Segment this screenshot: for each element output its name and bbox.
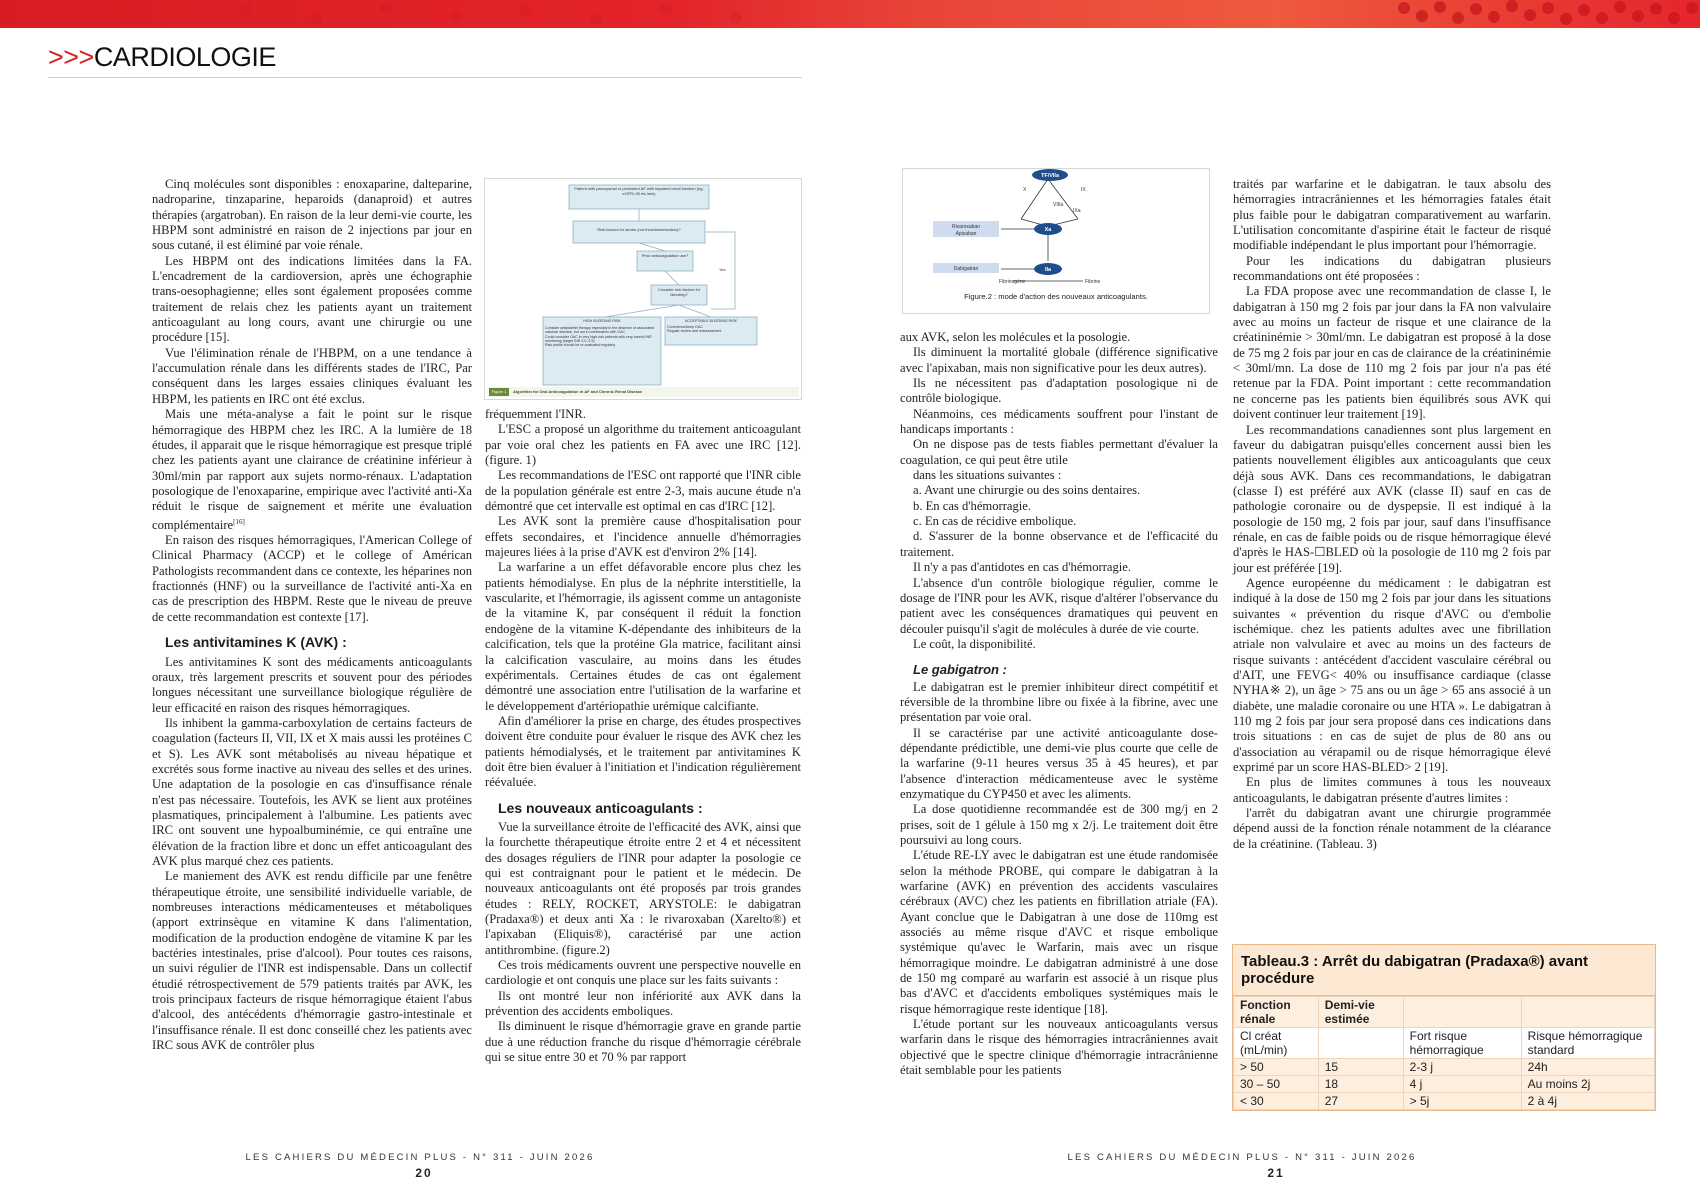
fig1-caption-label: Figure 1 (491, 389, 507, 394)
paragraph: L'ESC a proposé un algorithme du traitement anticoagulant par voie oral chez les patients en FA avec une IRC [12]. (figure. 1) (485, 422, 801, 468)
table-3-title: Tableau.3 : Arrêt du dabigatran (Pradaxa®) avant procédure (1233, 945, 1655, 996)
figure-2-diagram (903, 169, 1209, 313)
top-banner (0, 0, 1700, 28)
table-cell: 15 (1318, 1059, 1403, 1076)
fig1-high-item: Risk profile should be re-evaluated regularly (545, 343, 616, 348)
paragraph: L'étude portant sur les nouveaux anticoagulants versus warfarin dans le risque des hémorragies intracrâniennes avait objectivé que le spectre clinique d'hémorragie intracrânienne était semblable pour les patients (900, 1017, 1218, 1078)
paragraph: Les HBPM ont des indications limitées dans la FA. L'encadrement de la cardioversion, après une échographie trans-oesophagienne; elles sont également proposées comme traitement de relais chez les patients ayant un traitement anticoagulant au long cours, avant une chirurgie ou une procédure [15]. (152, 253, 472, 345)
paragraph: Ils inhibent la gamma-carboxylation de certains facteurs de coagulation (facteurs II, VII, IX et X mais aussi les protéines C et S). Les AVK sont métabolisés au niveau hépatique et excrétés sous forme inactive au niveau des selles et des urines. Une adaptation de la posologie en cas d'insuffisance rénale n'est pas nécessaire. Toutefois, les AVK se lient aux protéines plasmatiques, principalement à l'albumine. Les patients avec IRC ont souvent une hypoalbuminémie, ce qui entraîne une élévation de la fraction libre et donc un effet anticoagulant des AVK plus marqué chez ces patients. (152, 715, 472, 868)
paragraph: Agence européenne du médicament : le dabigatran est indiqué à la dose de 150 mg 2 fois par jour dans les situations suivantes « prévention du risque d'AVC ou d'embolie ischémique. chez les patients adultes avec une fibrillation atriale non valvulaire et avec au moins un des facteurs de risque suivants : antécédent d'accident vasculaire cérébral ou d'AIT, une FEVG< 40% ou insuffisance cardiaque (classe NYHA※ 2), un âge > 75 ans ou un âge > 65 ans associé à un diabète, une maladie coronaire ou une HTA ». Le dabigatran à 110 mg 2 fois par jour sera proposé dans ces indications dans trois situations : en cas de sujet de plus de 80 ans ou d'association au vérapamil ou de risque hémorragique élevé exprimé par un score HAS-BLED> 2 [19]. (1233, 575, 1551, 775)
paragraph: La warfarine a un effet défavorable encore plus chez les patients hémodialyse. En plus de la néphrite interstitielle, la vascularite, et l'hémorragie, ils agissent comme un antagoniste de la vitamine K, par conséquent il réduit la fonction endogène de la vitamine K-dépendante des inhibiteurs de la calcification, tels que la protéine Gla matrice, facilitant ainsi la calcification vasculaire, au moins dans les études expérimentals. Certaines études de cas ont également démontré une association entre l'utilisation de la warfarine et le développement d'artériopathie urémique calcifiante. (485, 560, 801, 713)
table-cell: 18 (1318, 1076, 1403, 1093)
paragraph: Néanmoins, ces médicaments souffrent pour l'instant de handicaps importants : (900, 406, 1218, 437)
paragraph: Le dabigatran est le premier inhibiteur direct compétitif et réversible de la thrombine libre ou fixée à la fibrine, avec une présentation par voie oral. (900, 679, 1218, 725)
paragraph: fréquemment l'INR. (485, 407, 586, 421)
table-row (1234, 1059, 1655, 1076)
left-column-1 (152, 177, 472, 1053)
right-page-number: 21 (1267, 1166, 1285, 1180)
left-page-number: 20 (415, 1166, 433, 1180)
paragraph: En plus de limites communes à tous les nouveaux anticoagulants, le dabigatran présente d'autres limites : (1233, 775, 1551, 805)
paragraph: Les recommandations canadiennes sont plus largement en faveur du dabigatran puisqu'elles concernent aussi bien les patients nouvellement éligibles aux anticoagulants que ceux déjà sous AVK. Dans ces recommandations, le dabigatran (classe I) est préféré aux AVK (classe II) sauf en cas de pathologie coronaire ou de dyspepsie. Il est indiqué à la posologie de 150 mg, 2 fois par jour, sauf dans l'insuffisance rénale, en cas de faible poids ou de risque hémorragique élevé d'après le HAS-☐BLED où la posologie de 110 mg 2 fois par jour est préférée [19]. (1233, 422, 1551, 575)
paragraph: Ils diminuent le risque d'hémorragie grave en grande partie due à une réduction franche du risque d'hémorragie cérébrale qui se situe entre 30 et 70 % par rapport (485, 1019, 801, 1065)
table-cell: > 5j (1403, 1093, 1521, 1110)
left-footer: LES CAHIERS DU MÉDECIN PLUS - N° 311 - JUIN 2026 (245, 1152, 595, 1163)
paragraph: La dose quotidienne recommandée est de 300 mg/j en 2 prises, soit de 1 gélule à 150 mg x 2/j. Le traitement doit être poursuivi au long cours. (900, 802, 1218, 847)
fig1-caption: Algorithm for Oral Anticoagulation in AF and Chronic Renal Disease (513, 389, 643, 394)
right-column-4 (1233, 177, 1551, 852)
table-3 (1232, 944, 1656, 1111)
fig1-high-risk-title: HIGH BLEEDING RISK (583, 319, 621, 323)
list-item: a. Avant une chirurgie ou des soins dentaires. (913, 483, 1141, 498)
iia-label: IIa (1044, 267, 1052, 273)
table-3-grid (1233, 996, 1655, 1110)
section-arrows: >>> (48, 42, 94, 72)
paragraph: Pour les indications du dabigatran plusieurs recommandations ont été proposées : (1233, 253, 1551, 284)
paragraph: Ils diminuent la mortalité globale (différence significative avec l'apixaban, mais non significative pour les deux autres). (900, 345, 1218, 375)
paragraph: aux AVK, selon les molécules et la posologie. (900, 330, 1131, 344)
table-cell: 27 (1318, 1093, 1403, 1110)
table-header-row (1234, 997, 1655, 1028)
paragraph: Vue l'élimination rénale de l'HBPM, on a une tendance à l'accumulation rénale dans les différents stades de l'IRC, Par conséquent dans les larges essaies cliniques évaluant les HBPM, les patients en IRC ont été exclus. (152, 345, 472, 406)
paragraph: Ils ont montré leur non infériorité aux AVK dans la prévention des accidents emboliques. (485, 988, 801, 1019)
table-header-cell: Demi-vie estimée (1318, 997, 1403, 1028)
list-item: c. En cas de récidive embolique. (913, 514, 1077, 529)
table-subheader-row (1234, 1028, 1655, 1059)
left-column-2 (485, 407, 801, 1065)
table-cell: Risque hémorragique standard (1521, 1028, 1654, 1059)
table-cell: Au moins 2j (1521, 1076, 1654, 1093)
fig1-acceptable-title: ACCEPTABLE BLEEDING RISK (684, 319, 738, 323)
table-cell (1318, 1028, 1403, 1059)
figure-2-caption: Figure.2 : mode d'action des nouveaux anticoagulants. (964, 292, 1148, 301)
table-cell: 2 à 4j (1521, 1093, 1654, 1110)
paragraph-text: Mais une méta-analyse a fait le point sur le risque hémorragique des HBPM chez les IRC. A la lumière de 18 études, il apparait que le risque hémorragique est presque triplé chez les patients ayant une clairance de créatinine inférieur à 30ml/min par rapport aux sujets normo-rénaux. L'adaptation posologique de l'enoxaparine, empirique avec l'activité anti-Xa réduit le risque de saignement et mérite une évaluation complémentaire (152, 407, 472, 532)
paragraph: En raison des risques hémorragiques, l'American College of Clinical Pharmacy (ACCP) et le college of Américan Pathologists recommandent dans ce contexte, les héparines non fractionnés (HNF) ou la surveillance de l'activité anti-Xa en cas de prescription des HBPM. Reste que le niveau de preuve de cette recommandation est contexte [17]. (152, 533, 472, 624)
x-label: X (1023, 187, 1027, 193)
paragraph: Les recommandations de l'ESC ont rapporté que l'INR cible de la population générale est entre 2-3, mais aucune étude n'a démontré que cet intervalle est optimal en cas d'IRC [12]. (485, 468, 801, 514)
paragraph: Les AVK sont la première cause d'hospitalisation pour effets secondaires, et l'incidence annuelle d'hémorragies majeures liées à la prise d'AVK est d'environ 2% [14]. (485, 514, 801, 560)
paragraph: Les antivitamines K sont des médicaments anticoagulants oraux, très largement prescrits et souvent pour des périodes longues nécessitant une surveillance biologique régulière de leur efficacité en raison des risques hémorragiques. (152, 654, 472, 715)
table-header-cell (1403, 997, 1521, 1028)
heading-new-anticoagulants: Les nouveaux anticoagulants : (498, 799, 703, 816)
heading-gabigatron: Le gabigatron : (913, 662, 1007, 678)
paragraph: L'étude RE-LY avec le dabigatran est une étude randomisée selon la méthode PROBE, qui compare le dabigatran à la warfarine (AVK) en prévention des accidents vasculaires cérébraux (AVC) chez les patients en fibrillation atriale (FA). Ayant conclue que le Dabigatran à une dose de 110mg est associés au même risque d'AVC et risque embolique systémique qu'avec le Warfarin, mais avec un risque hémorragique moindre. Le dabigatran administré à une dose de 150 mg comparé au warfarin est associé à un risque plus bas d'AVC et d'accidents emboliques systémiques mais le risque hémorragique reste identique [18]. (900, 848, 1218, 1016)
table-cell: Cl créat (mL/min) (1234, 1028, 1319, 1059)
section-title (48, 42, 276, 73)
fig1-high-item: Could consider OAC in very high-risk patients with very careful INR monitoring (target INR 2.0–2.5) (545, 334, 652, 343)
paragraph: Ils ne nécessitent pas d'adaptation posologique ni de contrôle biologique. (900, 376, 1218, 406)
paragraph: L'absence d'un contrôle biologique régulier, comme le dosage de l'INR pour les AVK, risque d'altérer l'observance du patient avec les conséquences dramatiques qui peuvent en découler puisqu'il s'agit de molécules à durée de vie courte. (900, 575, 1218, 636)
fig1-box-3: Prior anticoagulation use? (641, 254, 689, 258)
figure-1-algorithm (484, 178, 802, 400)
paragraph: Il se caractérise par une activité anticoagulante dose-dépendante prédictible, une demi-vie plus courte que celle de la warfarine (9-11 heures versus 35 à 45 heures), et par l'absence d'interaction médicamenteuse avec le système enzymatique du CYP450 et avec les aliments. (900, 725, 1218, 801)
paragraph: Afin d'améliorer la prise en charge, des études prospectives doivent être conduite pour évaluer le risque des AVK chez les patients hémodialysés, et le traitement par antivitamines K doit être bien évaluer à l'initiation et l'indication régulièrement réévaluée. (485, 713, 801, 790)
section-label: CARDIOLOGIE (93, 42, 276, 72)
paragraph: On ne dispose pas de tests fiables permettant d'évaluer la coagulation, ce qui peut être utile (900, 437, 1218, 467)
fibrine-label: Fibrine (1085, 279, 1101, 285)
right-column-3 (900, 330, 1218, 1079)
xa-label: Xa (1044, 227, 1052, 233)
reference-superscript: [16] (233, 517, 245, 526)
paragraph: Le coût, la disponibilité. (913, 636, 1036, 651)
table-cell: 4 j (1403, 1076, 1521, 1093)
fig1-box-4: Consider risk factors for bleeding? (657, 288, 701, 297)
fig1-high-item: Consider antiplatelet therapy especially in the absence of associated vascular disease, but not in combination with OAC (545, 326, 655, 335)
table-cell: > 50 (1234, 1059, 1319, 1076)
fig1-box-1: Patient with paroxysmal or persistent AF with impaired renal function (eg, eGFR<30 mL/min) (574, 187, 704, 196)
paragraph: Vue la surveillance étroite de l'efficacité des AVK, ainsi que la fourchette thérapeutique étroite entre 2 et 4 et nécessitent des dosages réguliers de l'INR pour adapter la posologie ce qui est contraignant pour le patient et le médecin. De nouveaux anticoagulants ont été proposés par trois grandes études : RELY, ROCKET, ARYSTOLE: le dabigatran (Pradaxa®) et deux anti Xa : le rivaroxaban (Xarelto®) et l'apixaban (Eliquis®), caractérisé par une action antithrombine. (figure.2) (485, 819, 801, 957)
paragraph: Le maniement des AVK est rendu difficile par une fenêtre thérapeutique étroite, une sensibilité individuelle variable, de nombreuses interactions médicamenteuses et métaboliques (apport extrinsèque en vitamine K dans l'alimentation, modification de la production endogène de vitamine K par les bactéries intestinales, prise d'alcool). Pour toutes ces raisons, un suivi régulier de l'INR est indispensable. Dans un collectif étudié rétrospectivement de 579 patients traités par AVK, les trois principaux facteurs de risque hémorragique étaient l'abus d'alcool, des antécédents d'hémorragie gastro-intestinale et l'insuffisance rénale. Il est donc conseillé chez les patients avec IRC sous AVK de contrôler plus (152, 869, 472, 1053)
header-rule (48, 77, 802, 78)
apixaban-label: Apixaban (955, 231, 977, 237)
viiia-label: VIIIa (1053, 202, 1064, 208)
fig1-acc-item: Regular review and reassessment (667, 329, 722, 334)
paragraph: Il n'y a pas d'antidotes en cas d'hémorragie. (913, 560, 1132, 575)
banner-dots-pattern (1390, 0, 1700, 28)
paragraph: La FDA propose avec une recommandation de classe I, le dabigatran à 150 mg 2 fois par jour dans la FA non valvulaire avec au moins un facteur de risque et une clairance de la créatininémie > 30ml/mn. Le dabigatran est proposé à la dose de 75 mg 2 fois par jour en cas de clairance de la créatininémie < 30ml/mn. La dose de 110 mg 2 fois par jour n'a pas été retenue par la FDA. Point important : cette recommandation ne concerne pas les patients bien équilibrés sous AVK qui doivent continuer leur traitement [19]. (1233, 284, 1551, 422)
ixa-label: IXa (1073, 208, 1081, 214)
table-row (1234, 1076, 1655, 1093)
paragraph (152, 407, 472, 533)
table-header-cell (1521, 997, 1654, 1028)
rivaroxaban-label: Rivaroxaban (951, 224, 981, 230)
paragraph: Cinq molécules sont disponibles : enoxaparine, dalteparine, nadroparine, tinzaparine, heparoids (danaproid) et autres thérapies (argatroban). En raison de la leur demi-vie courte, les HBPM sont administré en raison de 2 injections par jour en sous cutané, il est éliminé par voie rénale. (152, 177, 472, 253)
figure-2-mechanism (902, 168, 1210, 314)
fig1-box-2: Risk factors for stroke (not thromboembolism)? (597, 227, 681, 232)
ix-label: IX (1081, 187, 1086, 193)
paragraph: dans les situations suivantes : (913, 468, 1062, 483)
fibrinogene-label: Fibrinogène (999, 279, 1026, 285)
table-cell: 2-3 j (1403, 1059, 1521, 1076)
paragraph: Ces trois médicaments ouvrent une perspective nouvelle en cardiologie et ont conquis une place sur les faits suivants : (485, 958, 801, 988)
dabigatran-label: Dabigatran (953, 266, 979, 272)
heading-avk: Les antivitamines K (AVK) : (165, 634, 347, 651)
table-cell: 30 – 50 (1234, 1076, 1319, 1093)
paragraph: traités par warfarine et le dabigatran. le taux absolu des hémorragies intracrâniennes et les hémorragies fatales était plus faible pour le dabigatran comparativement au warfarin. L'utilisation concomitante d'aspirine était le facteur de risqué modifiable indépendant le plus important pour l'hémorragie. (1233, 177, 1551, 253)
fig1-yes-label: Yes (719, 267, 726, 272)
list-item: b. En cas d'hémorragie. (913, 498, 1032, 513)
right-footer: LES CAHIERS DU MÉDECIN PLUS - N° 311 - JUIN 2026 (1067, 1152, 1417, 1163)
table-header-cell: Fonction rénale (1234, 997, 1319, 1028)
banner-texture (220, 0, 780, 28)
table-cell: Fort risque hémorragique (1403, 1028, 1521, 1059)
figure-1-flowchart (485, 179, 801, 399)
fig1-acc-item: Commence/keep OAC (667, 325, 703, 330)
table-row (1234, 1093, 1655, 1110)
list-item: d. S'assurer de la bonne observance et de l'efficacité du traitement. (900, 529, 1218, 559)
table-cell: 24h (1521, 1059, 1654, 1076)
tf-viia-label: TF/VIIa (1040, 173, 1060, 179)
table-cell: < 30 (1234, 1093, 1319, 1110)
paragraph: l'arrêt du dabigatran avant une chirurgie programmée dépend aussi de la fonction rénale notamment de la cléarance de la créatinine. (Tableau. 3) (1233, 806, 1551, 851)
